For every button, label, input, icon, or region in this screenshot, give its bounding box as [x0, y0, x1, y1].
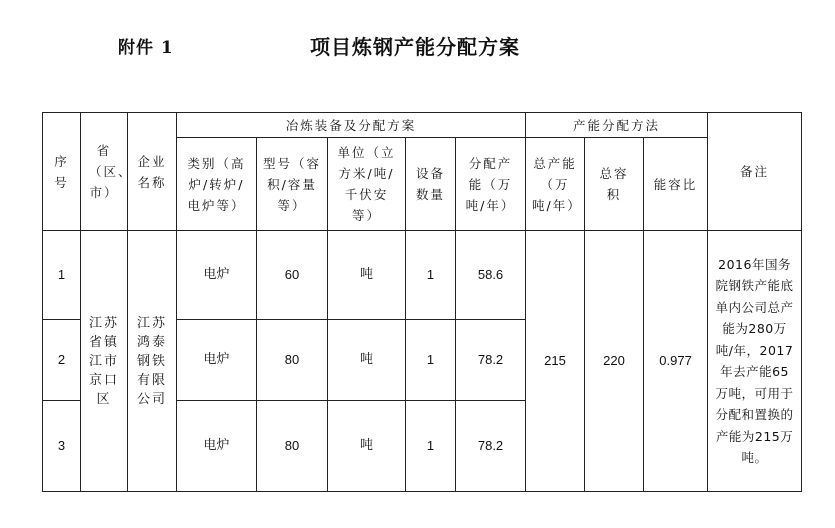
row-allocated: 58.6 — [456, 231, 526, 320]
row-seq: 3 — [43, 401, 81, 492]
company-cell: 江苏鸿泰钢铁有限公司 — [128, 231, 177, 492]
province-cell: 江苏省镇江市京口区 — [81, 231, 128, 492]
row-model: 60 — [257, 231, 328, 320]
total-capacity-cell: 215 — [526, 231, 585, 492]
row-unit: 吨 — [328, 401, 406, 492]
header-seq: 序号 — [43, 113, 81, 231]
row-model: 80 — [257, 401, 328, 492]
row-count: 1 — [406, 231, 456, 320]
row-unit: 吨 — [328, 320, 406, 401]
row-category: 电炉 — [177, 231, 257, 320]
header-total-capacity: 总产能（万吨/年） — [526, 138, 585, 231]
row-count: 1 — [406, 320, 456, 401]
header-remark: 备注 — [708, 113, 802, 231]
page-title: 项目炼钢产能分配方案 — [310, 35, 520, 59]
header-group-equipment: 冶炼装备及分配方案 — [177, 113, 526, 138]
row-allocated: 78.2 — [456, 401, 526, 492]
row-count: 1 — [406, 401, 456, 492]
attachment-label: 附件 1 — [118, 38, 174, 58]
header-ratio: 能容比 — [644, 138, 708, 231]
ratio-cell: 0.977 — [644, 231, 708, 492]
header-company: 企业名称 — [128, 113, 177, 231]
header-category: 类别（高炉/转炉/电炉等） — [177, 138, 257, 231]
row-unit: 吨 — [328, 231, 406, 320]
table-row — [43, 231, 802, 320]
header-total-volume: 总容积 — [585, 138, 644, 231]
header-equip-count: 设备数量 — [406, 138, 456, 231]
capacity-table — [42, 112, 802, 492]
row-seq: 2 — [43, 320, 81, 401]
row-model: 80 — [257, 320, 328, 401]
header-allocated: 分配产能（万吨/年） — [456, 138, 526, 231]
total-volume-cell: 220 — [585, 231, 644, 492]
header-province: 省（区、市） — [81, 113, 128, 231]
row-allocated: 78.2 — [456, 320, 526, 401]
header-group-capacity: 产能分配方法 — [526, 113, 708, 138]
row-seq: 1 — [43, 231, 81, 320]
remark-cell: 2016年国务院钢铁产能底单内公司总产能为280万吨/年，2017年去产能65万吨，可用于分配和置换的产能为215万吨。 — [708, 231, 802, 492]
header-unit: 单位（立方米/吨/千伏安等） — [328, 138, 406, 231]
header-model: 型号（容积/容量等） — [257, 138, 328, 231]
row-category: 电炉 — [177, 320, 257, 401]
row-category: 电炉 — [177, 401, 257, 492]
